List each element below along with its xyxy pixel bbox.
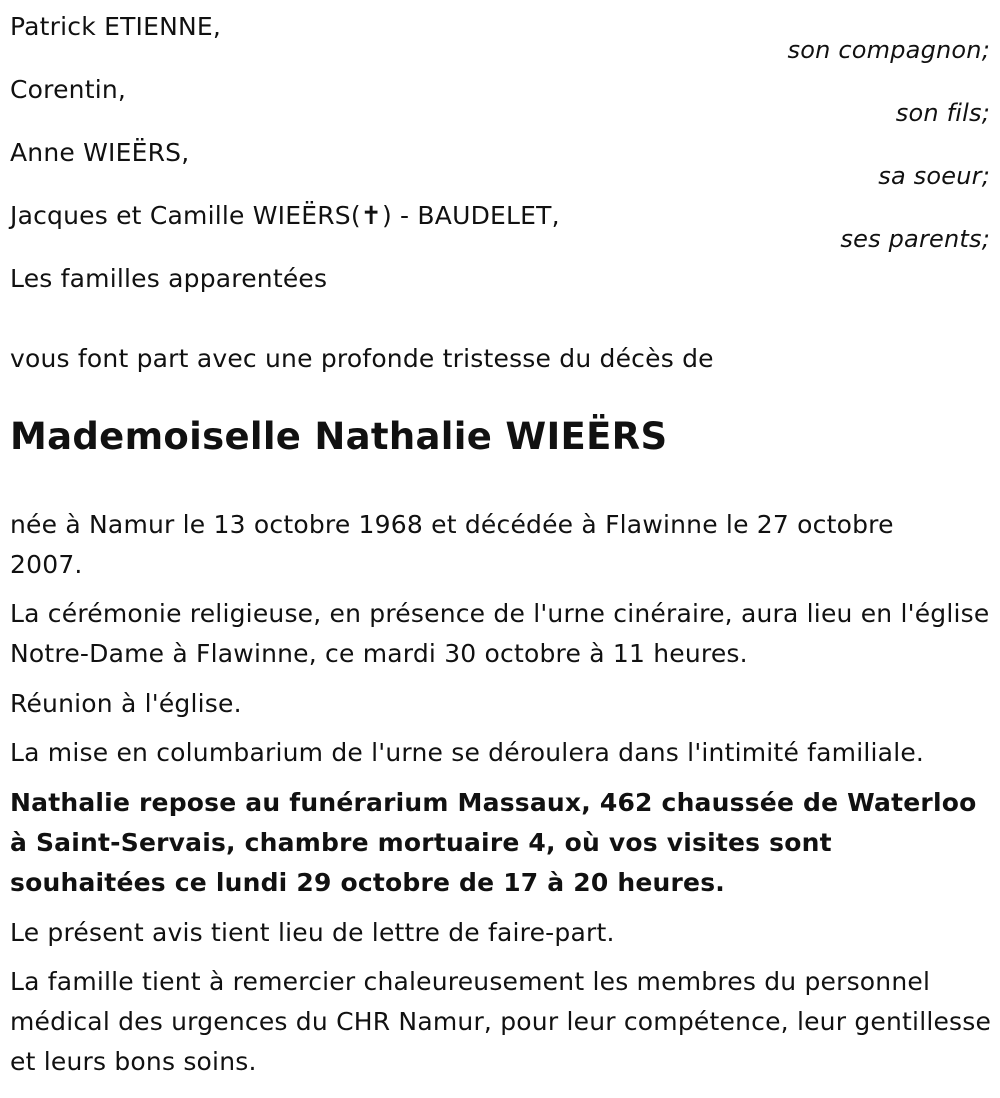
family-member-relation: son fils; [895,99,990,127]
deceased-name-heading: Mademoiselle Nathalie WIEËRS [10,415,668,458]
funerarium-paragraph: Nathalie repose au funérarium Massaux, 462 chaussée de Waterloo à Saint-Servais, chambre mortuaire 4, où vos visites sont souhaitées ce lundi 29 octobre de 17 à 20 heures. [10,788,977,897]
family-member-name: Jacques et Camille WIEËRS(✝) - BAUDELET, [10,201,560,230]
family-member-name: Corentin, [10,75,127,104]
related-families: Les familles apparentées [10,264,328,293]
birth-death-paragraph: née à Namur le 13 octobre 1968 et décédée à Flawinne le 27 octobre 2007. [10,510,894,579]
columbarium-paragraph: La mise en columbarium de l'urne se déroulera dans l'intimité familiale. [10,738,925,767]
family-member-relation: sa soeur; [878,162,990,190]
meeting-paragraph: Réunion à l'église. [10,689,242,718]
family-member-name: Patrick ETIENNE, [10,12,222,41]
family-member-name: Anne WIEËRS, [10,138,190,167]
announcement-text: vous font part avec une profonde tristesse du décès de [10,344,714,373]
family-member-relation: ses parents; [840,225,990,253]
family-member-relation: son compagnon; [787,36,990,64]
ceremony-paragraph: La cérémonie religieuse, en présence de l'urne cinéraire, aura lieu en l'église Notre-Dame à Flawinne, ce mardi 30 octobre à 11 heures. [10,599,990,668]
notice-paragraph: Le présent avis tient lieu de lettre de faire-part. [10,918,615,947]
thanks-paragraph: La famille tient à remercier chaleureusement les membres du personnel médical des urgences du CHR Namur, pour leur compétence, leur gentillesse et leurs bons soins. [10,967,992,1076]
